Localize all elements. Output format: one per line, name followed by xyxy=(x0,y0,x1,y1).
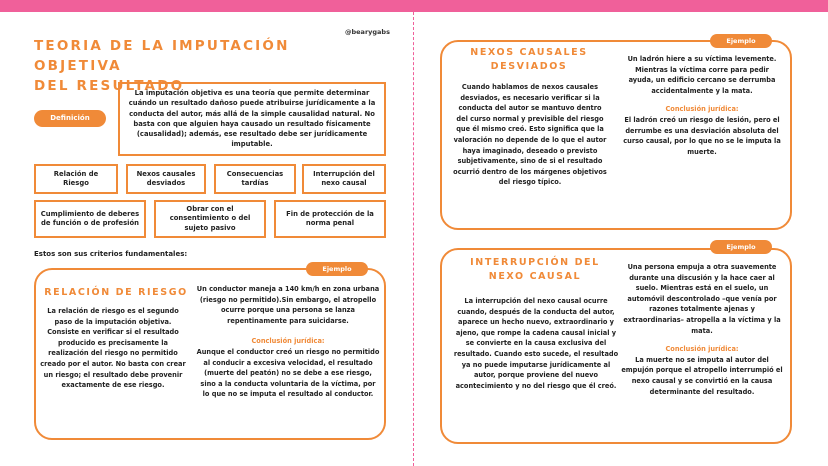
criterion-consentimiento: Obrar con el consentimiento o del sujeto pasivo xyxy=(154,200,266,238)
criterion-consecuencias-tardias: Consecuencias tardías xyxy=(214,164,296,194)
card-example-interrupcion-nexo xyxy=(620,262,784,397)
card-body-relacion-riesgo: La relación de riesgo es el segundo paso de la imputación objetiva. Consiste en verificar si el resultado producido es precisamente la realización del riesgo no permitido creado por el autor. No basta con crear un riesgo; el resultado debe provenir exactamente de ese riesgo. xyxy=(40,307,186,390)
card-body-nexos-causales: Cuando hablamos de nexos causales desviados, es necesario verificar si la conducta del autor se mantuvo dentro del curso normal y previsible del riesgo que él mismo creó. Esto significa que la valoración no depende de lo que el autor haya imaginado, deseado o previsto subjetivamente, sino de si el resultado ocurrió dentro de los márgenes objetivos del riesgo típico. xyxy=(453,83,607,187)
card-title-relacion-riesgo: RELACIÓN DE RIESGO xyxy=(44,287,188,298)
title-line-1: INTERRUPCIÓN DEL xyxy=(470,257,600,268)
criteria-intro: Estos son sus criterios fundamentales: xyxy=(34,250,188,258)
conclusion-label: Conclusión jurídica: xyxy=(251,337,325,346)
example-tag: Ejemplo xyxy=(710,34,772,48)
criterion-interrupcion-nexo: Interrupción del nexo causal xyxy=(302,164,386,194)
author-handle: @bearygabs xyxy=(345,28,390,36)
card-example-relacion-riesgo xyxy=(196,284,380,400)
criterion-fin-proteccion: Fin de protección de la norma penal xyxy=(274,200,386,238)
top-accent-bar xyxy=(0,0,828,12)
card-title-interrupcion-nexo xyxy=(450,256,620,284)
definition-text: La imputación objetiva es una teoría que permite determinar cuándo un resultado dañoso puede atribuirse jurídicamente a la conducta del autor, más allá de la simple causalidad natural. No basta con que alguien haya causado un resultado físicamente (causalidad); además, ese resultado debe ser jurídicamente imputable. xyxy=(118,82,386,156)
card-title-nexos-causales xyxy=(450,46,608,74)
card-body-interrupcion-nexo: La interrupción del nexo causal ocurre cuando, después de la conducta del autor, aparece un hecho nuevo, extraordinario y ajeno, que rompe la cadena causal inicial y se convierte en la causa exclusiva del resultado. Cuando esto sucede, el resultado ya no puede imputarse jurídicamente al autor, porque proviene del nuevo acontecimiento y no del riesgo que él creó. xyxy=(453,297,619,390)
criterion-relacion-riesgo: Relación de Riesgo xyxy=(34,164,118,194)
card-example-nexos-causales xyxy=(622,54,782,157)
conclusion-label: Conclusión jurídica: xyxy=(665,345,739,354)
example-text: Una persona empuja a otra suavemente durante una discusión y la hace caer al suelo. Mientras está en el suelo, un automóvil descontrolado –que venía por razones totalmente ajenas y extraordinarias– atropella a la víctima y la mata. xyxy=(623,263,781,335)
title-line-2: NEXO CAUSAL xyxy=(488,271,582,282)
definition-label: Definición xyxy=(34,110,106,127)
conclusion-text: La muerte no se imputa al autor del empujón porque el atropello interrumpió el nexo causal y se convirtió en la causa determinante del resultado. xyxy=(621,355,783,396)
title-line-2: DEL RESULTADO xyxy=(34,78,185,94)
conclusion-text: Aunque el conductor creó un riesgo no permitido al conducir a excesiva velocidad, el resultado (muerte del peatón) no se debe a ese riesgo, sino a la conducta voluntaria de la víctima, por lo que no se imputa el resultado al conductor. xyxy=(196,347,380,399)
page-divider xyxy=(413,12,414,466)
title-line-1: NEXOS CAUSALES xyxy=(470,47,588,58)
title-line-1: TEORIA DE LA IMPUTACIÓN OBJETIVA xyxy=(34,38,290,74)
conclusion-text: El ladrón creó un riesgo de lesión, pero el derrumbe es una desviación absoluta del curso causal, por lo que no se le imputa la muerte. xyxy=(623,115,781,156)
criterion-cumplimiento-deberes: Cumplimiento de deberes de función o de profesión xyxy=(34,200,146,238)
example-tag: Ejemplo xyxy=(710,240,772,254)
criterion-nexos-causales: Nexos causales desviados xyxy=(126,164,206,194)
conclusion-label: Conclusión jurídica: xyxy=(665,105,739,114)
example-tag: Ejemplo xyxy=(306,262,368,276)
title-line-2: DESVIADOS xyxy=(490,61,568,72)
example-text: Un conductor maneja a 140 km/h en zona urbana (riesgo no permitido).Sin embargo, el atropello ocurre porque una persona se lanza repentinamente para suicidarse. xyxy=(196,285,380,325)
example-text: Un ladrón hiere a su víctima levemente. Mientras la víctima corre para pedir ayuda, un edificio cercano se derrumba accidentalmente y la mata. xyxy=(627,55,777,95)
